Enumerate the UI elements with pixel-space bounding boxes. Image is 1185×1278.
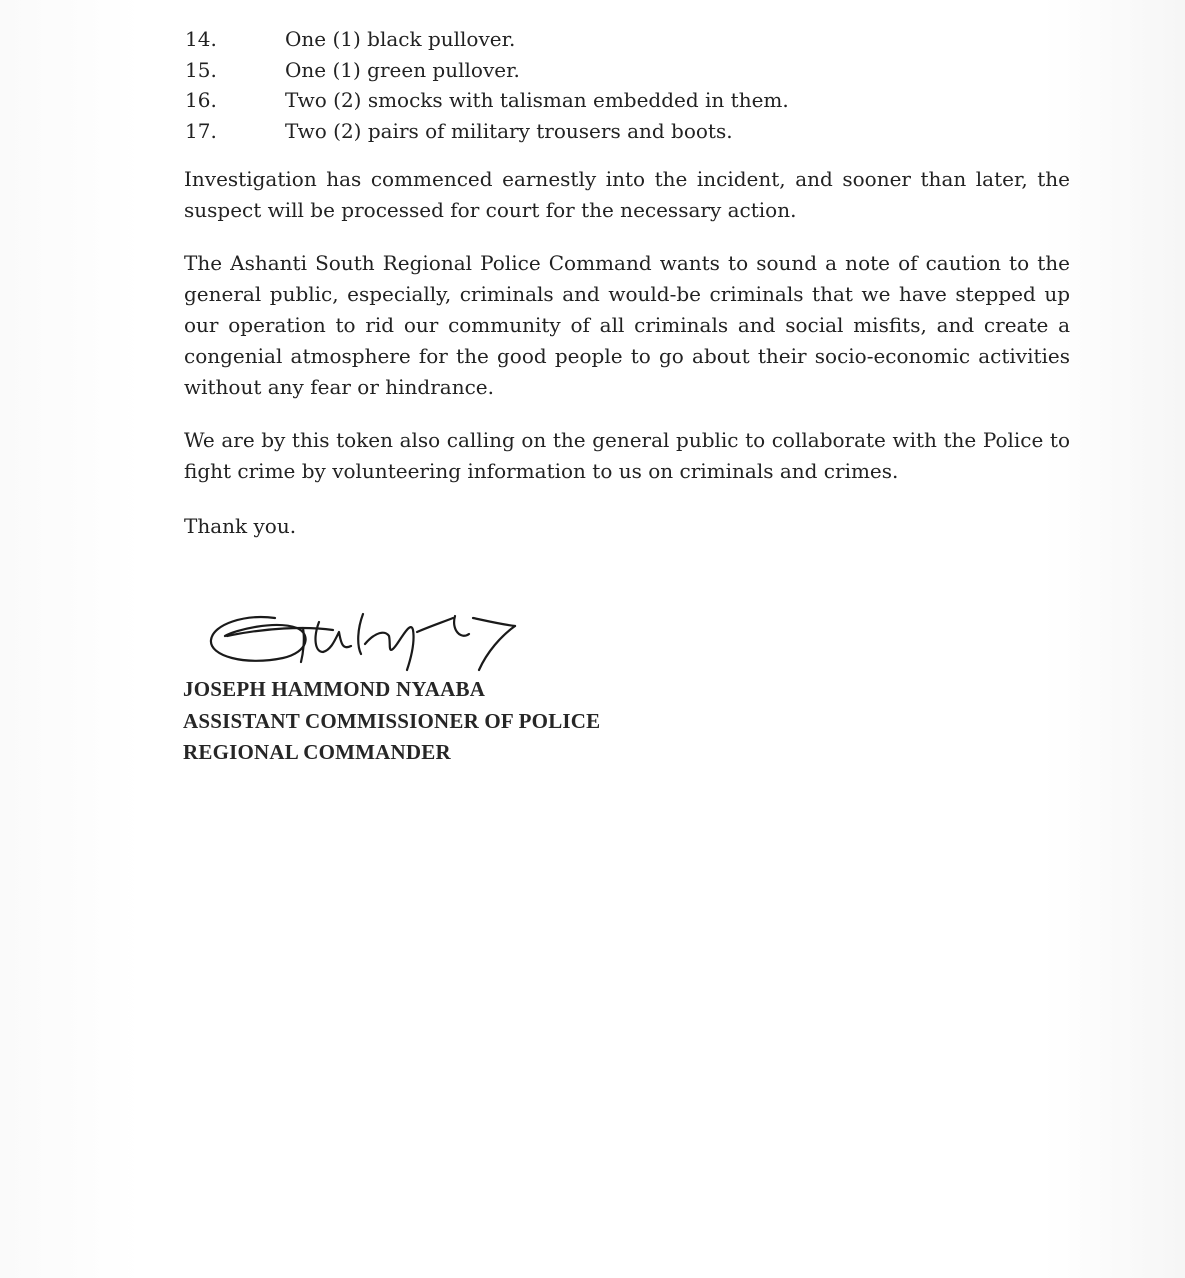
caution-paragraph: The Ashanti South Regional Police Command wants to sound a note of caution to the general public, especially, criminals and would-be criminals that we have stepped up our operation to rid our community of all criminals and social misfits, and create a congenial atmosphere for the good people to go about their socio-economic activities without any fear or hindrance. xyxy=(184,251,1070,399)
list-item-number: 14. xyxy=(185,27,217,51)
list-item-text: Two (2) pairs of military trousers and boots. xyxy=(285,118,733,143)
list-item-number: 16. xyxy=(185,88,217,112)
list-item-number: 15. xyxy=(185,57,217,82)
list-item xyxy=(185,55,1085,86)
signature-icon xyxy=(205,600,535,675)
list-item-text: One (1) green pullover. xyxy=(285,57,520,82)
list-item xyxy=(185,85,1085,116)
signatory-position: REGIONAL COMMANDER xyxy=(183,740,451,764)
items-list xyxy=(185,24,1085,146)
appeal-paragraph: We are by this token also calling on the general public to collaborate with the Police to fight crime by volunteering information to us on criminals and crimes. xyxy=(184,428,1070,483)
signatory-rank: ASSISTANT COMMISSIONER OF POLICE xyxy=(183,708,601,733)
list-item xyxy=(185,116,1085,147)
thanks-paragraph: Thank you. xyxy=(184,514,297,538)
list-item-text: Two (2) smocks with talisman embedded in them. xyxy=(285,88,789,112)
list-item xyxy=(185,24,1085,55)
investigation-paragraph: Investigation has commenced earnestly into the incident, and sooner than later, the suspect will be processed for court for the necessary action. xyxy=(184,167,1070,222)
signature-block xyxy=(183,674,883,769)
list-item-number: 17. xyxy=(185,118,217,143)
list-item-text: One (1) black pullover. xyxy=(285,27,516,51)
signatory-name: JOSEPH HAMMOND NYAABA xyxy=(183,677,486,701)
